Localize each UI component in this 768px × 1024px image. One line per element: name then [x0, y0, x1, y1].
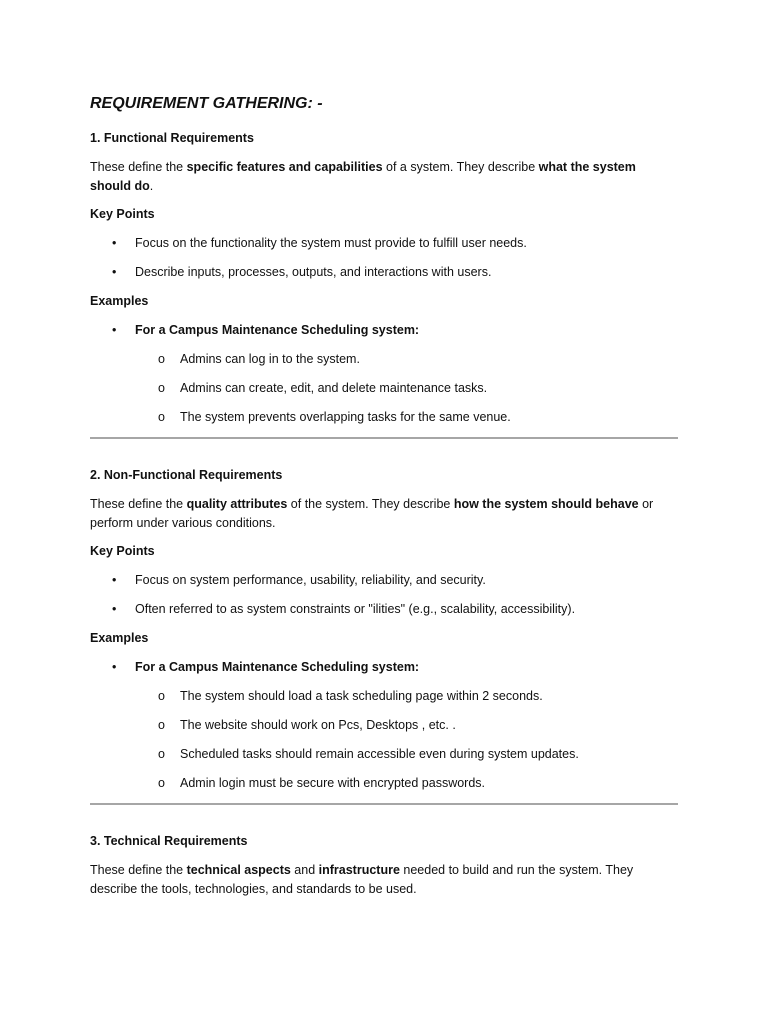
sub-list-item — [135, 774, 678, 793]
bullet-icon: • — [112, 265, 117, 279]
circle-bullet-icon: o — [158, 718, 165, 732]
sub-list-item — [135, 716, 678, 735]
circle-bullet-icon: o — [158, 381, 165, 395]
list-item — [90, 234, 678, 253]
example-group-label: For a Campus Maintenance Scheduling system: — [135, 660, 420, 674]
circle-bullet-icon: o — [158, 410, 165, 424]
sub-list-item-text: Admins can create, edit, and delete maintenance tasks. — [180, 381, 488, 395]
sub-list-item — [135, 408, 678, 427]
circle-bullet-icon: o — [158, 689, 165, 703]
sub-list-item — [135, 379, 678, 398]
sub-list-item-text: The website should work on Pcs, Desktops , etc. . — [180, 718, 456, 732]
intro-run: of the system. They describe — [287, 497, 454, 511]
intro-run: These define the — [90, 497, 187, 511]
list-item-text: Describe inputs, processes, outputs, and interactions with users. — [135, 265, 492, 279]
intro-run-bold: infrastructure — [318, 863, 400, 877]
intro-run: These define the — [90, 863, 187, 877]
list-item — [90, 321, 678, 427]
sub-list — [135, 350, 678, 427]
intro-run: or perform under various conditions. — [90, 497, 654, 530]
sub-list-item — [135, 745, 678, 764]
intro-run-bold: how the system should behave — [453, 497, 639, 511]
section-intro — [90, 158, 678, 196]
intro-run-bold: quality attributes — [186, 497, 288, 511]
section-intro — [90, 495, 678, 533]
sub-list — [135, 687, 678, 793]
section-heading: 1. Functional Requirements — [90, 131, 254, 145]
examples-label: Examples — [90, 294, 149, 308]
key-points-list — [90, 234, 678, 282]
section-functional-requirements — [90, 129, 678, 427]
section-technical-requirements — [90, 832, 678, 899]
intro-run-bold: what the system should do — [90, 160, 636, 193]
key-points-list — [90, 571, 678, 619]
intro-run: . — [149, 179, 154, 193]
examples-label: Examples — [90, 631, 149, 645]
examples-list — [90, 321, 678, 427]
section-non-functional-requirements — [90, 466, 678, 793]
examples-list — [90, 658, 678, 793]
intro-run-bold: specific features and capabilities — [186, 160, 383, 174]
sub-list-item-text: Scheduled tasks should remain accessible even during system updates. — [180, 747, 579, 761]
sub-list-item-text: Admins can log in to the system. — [180, 352, 360, 366]
list-item — [90, 658, 678, 793]
document-title: REQUIREMENT GATHERING: - — [90, 95, 323, 112]
horizontal-rule — [90, 803, 678, 805]
key-points-label: Key Points — [90, 207, 155, 221]
bullet-icon: • — [112, 602, 117, 616]
section-heading: 3. Technical Requirements — [90, 834, 248, 848]
circle-bullet-icon: o — [158, 776, 165, 790]
list-item — [90, 263, 678, 282]
intro-run: These define the — [90, 160, 187, 174]
circle-bullet-icon: o — [158, 747, 165, 761]
list-item-text: Focus on system performance, usability, reliability, and security. — [135, 573, 486, 587]
section-heading: 2. Non-Functional Requirements — [90, 468, 283, 482]
intro-run-bold: technical aspects — [186, 863, 291, 877]
list-item-text: Often referred to as system constraints or "ilities" (e.g., scalability, accessibility). — [135, 602, 576, 616]
sub-list-item — [135, 350, 678, 369]
bullet-icon: • — [112, 236, 117, 250]
intro-run: needed to build and run the system. They describe the tools, technologies, and standards to be used. — [90, 863, 634, 896]
list-item — [90, 571, 678, 590]
sub-list-item-text: The system prevents overlapping tasks for the same venue. — [180, 410, 511, 424]
section-intro — [90, 861, 678, 899]
circle-bullet-icon: o — [158, 352, 165, 366]
bullet-icon: • — [112, 323, 117, 337]
example-group-label: For a Campus Maintenance Scheduling system: — [135, 323, 420, 337]
sub-list-item — [135, 687, 678, 706]
sub-list-item-text: The system should load a task scheduling page within 2 seconds. — [180, 689, 543, 703]
list-item-text: Focus on the functionality the system must provide to fulfill user needs. — [135, 236, 527, 250]
intro-run: of a system. They describe — [382, 160, 539, 174]
list-item — [90, 600, 678, 619]
horizontal-rule — [90, 437, 678, 439]
intro-run: and — [290, 863, 319, 877]
sub-list-item-text: Admin login must be secure with encrypted passwords. — [180, 776, 486, 790]
bullet-icon: • — [112, 660, 117, 674]
bullet-icon: • — [112, 573, 117, 587]
key-points-label: Key Points — [90, 544, 155, 558]
